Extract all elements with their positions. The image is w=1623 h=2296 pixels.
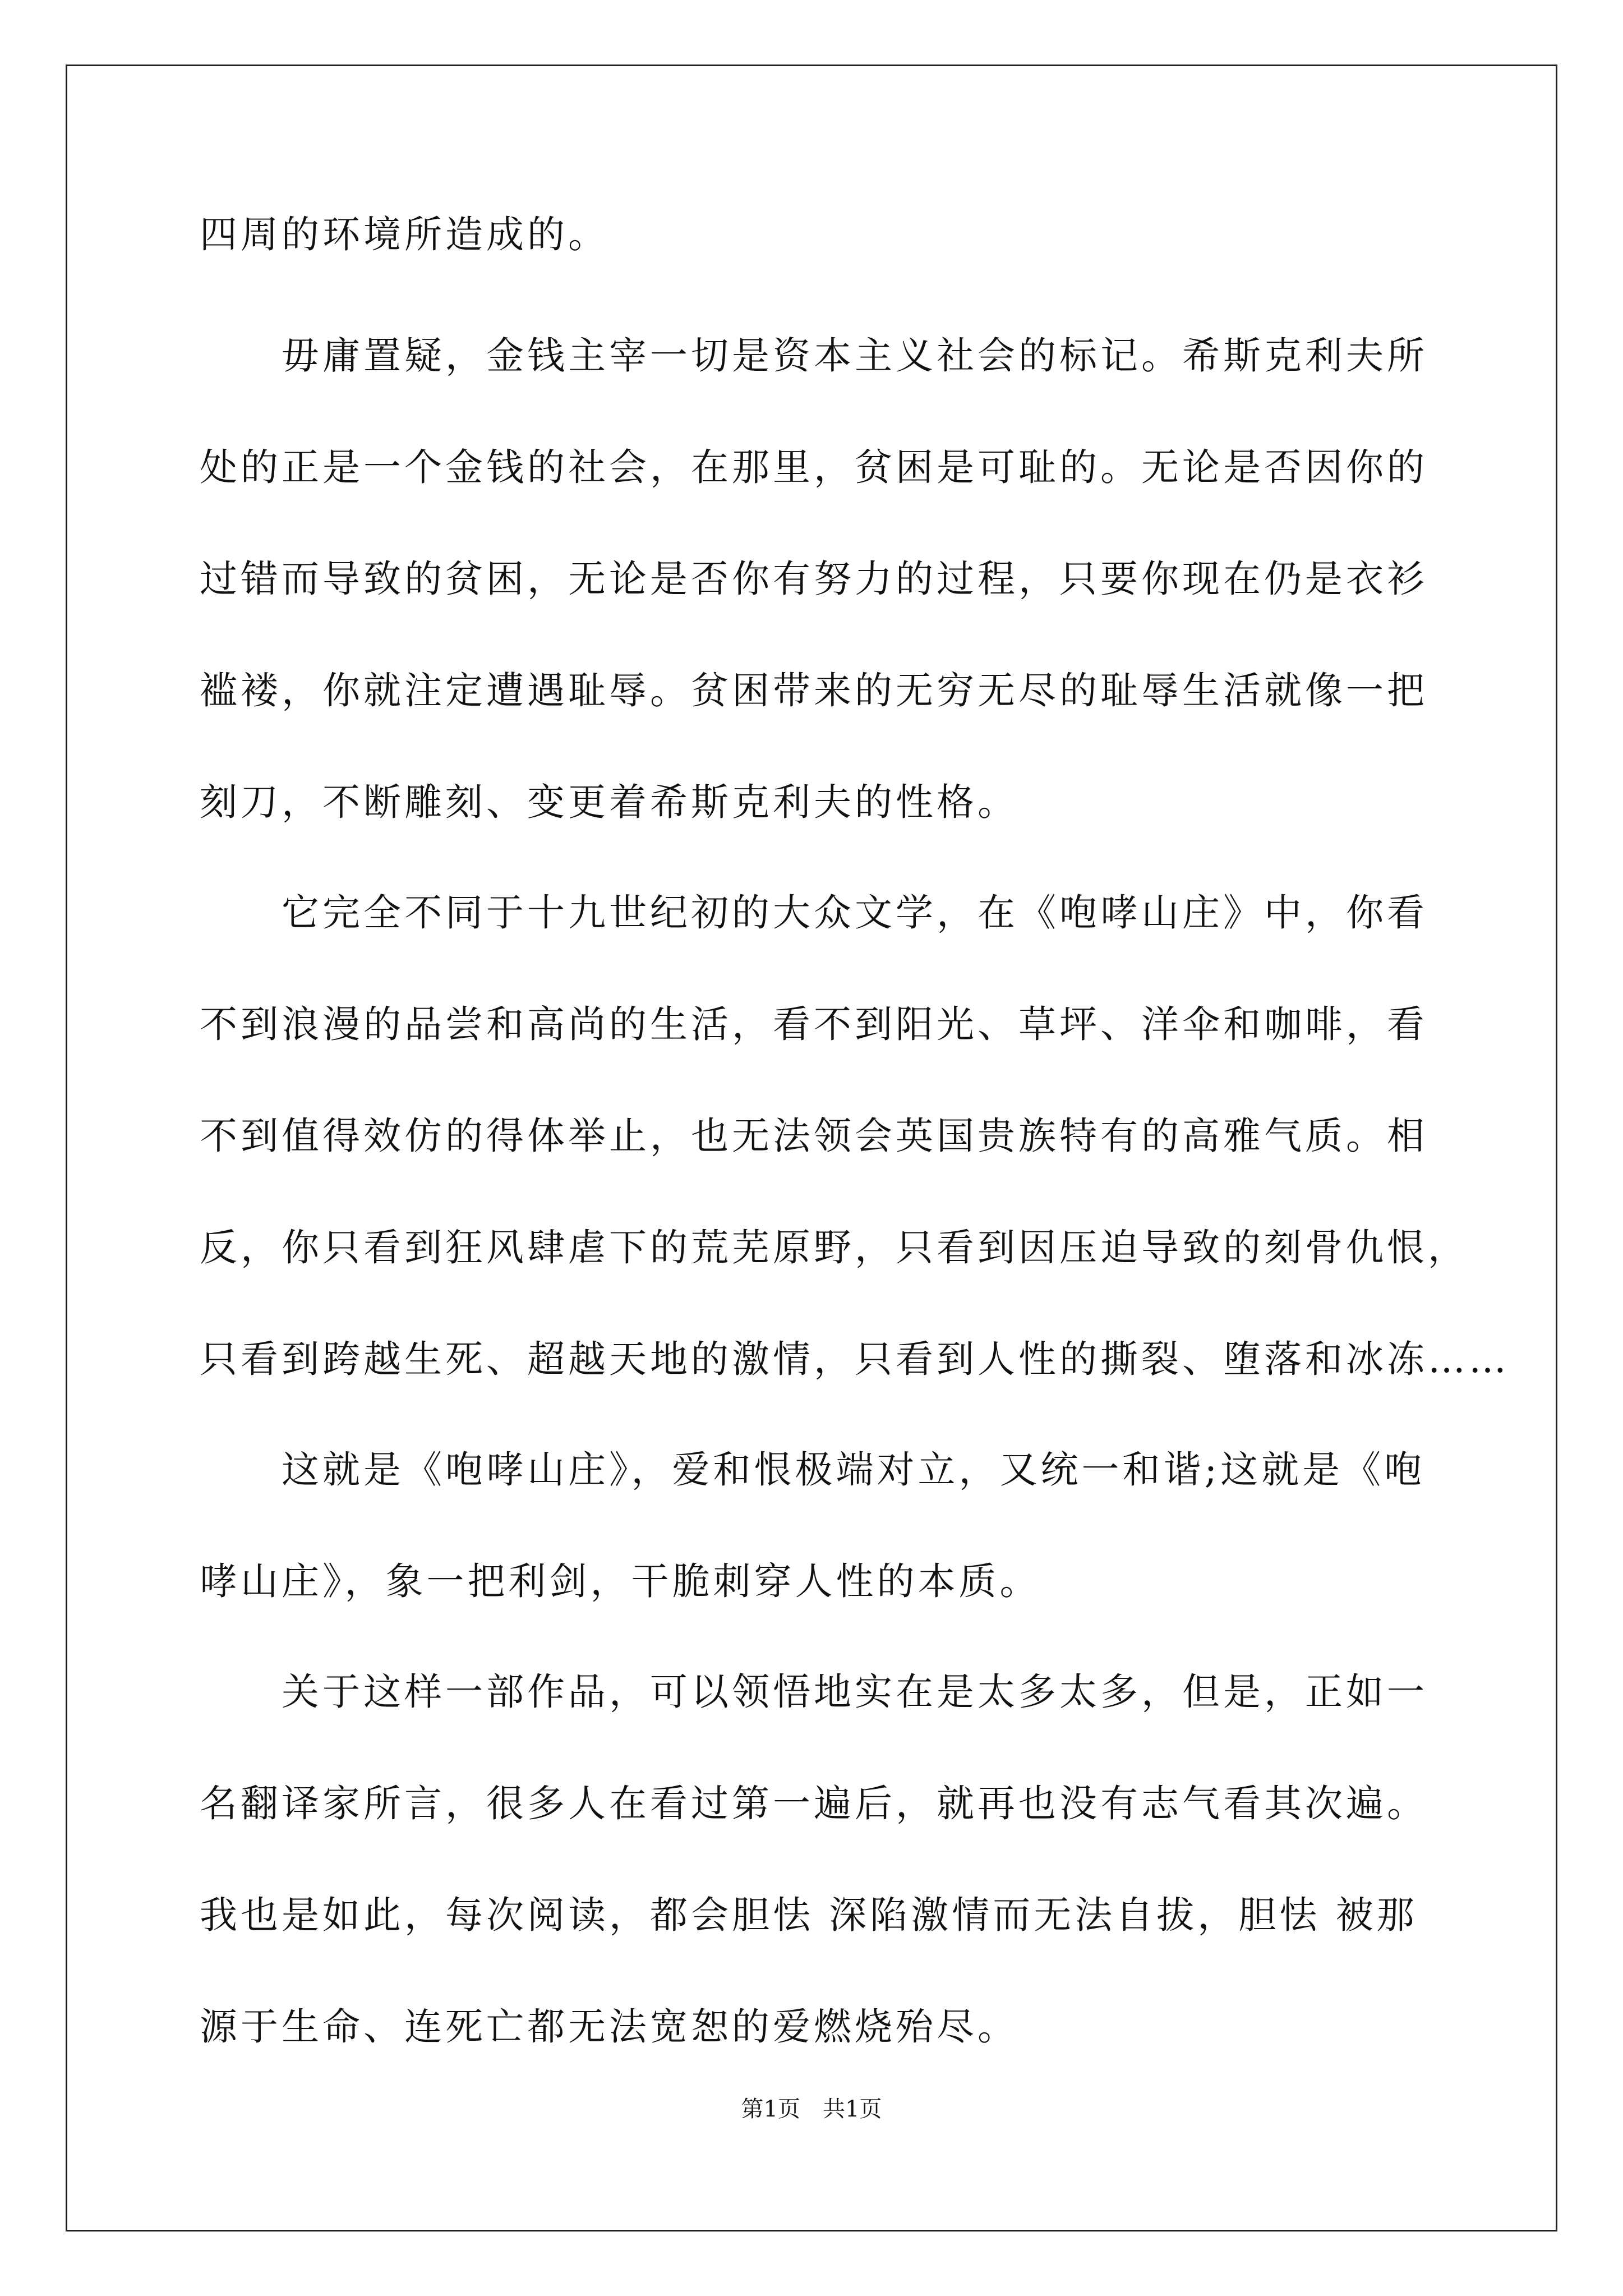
text-line: 关于这样一部作品，可以领悟地实在是太多太多，但是，正如一 [200, 1670, 1428, 1714]
text-line: 过错而导致的贫困，无论是否你有努力的过程，只要你现在仍是衣衫 [200, 557, 1428, 601]
text-line: 哮山庄》，象一把利剑，干脆刺穿人性的本质。 [200, 1559, 1041, 1603]
text-line: 刻刀，不断雕刻、变更着希斯克利夫的性格。 [200, 780, 1018, 824]
text-line: 反，你只看到狂风肆虐下的荒芜原野，只看到因压迫导致的刻骨仇恨， [200, 1226, 1469, 1269]
text-line: 源于生命、连死亡都无法宽恕的爱燃烧殆尽。 [200, 2005, 1018, 2049]
text-line: 名翻译家所言，很多人在看过第一遍后，就再也没有志气看其次遍。 [200, 1782, 1428, 1825]
text-line: 不到值得效仿的得体举止，也无法领会英国贵族特有的高雅气质。相 [200, 1114, 1428, 1158]
text-line: 四周的环境所造成的。 [200, 213, 609, 256]
text-line: 这就是《咆哮山庄》，爱和恨极端对立，又统一和谐;这就是《咆 [200, 1448, 1426, 1492]
text-line: 褴褛，你就注定遭遇耻辱。贫困带来的无穷无尽的耻辱生活就像一把 [200, 669, 1428, 712]
text-line: 它完全不同于十九世纪初的大众文学，在《咆哮山庄》中，你看 [200, 891, 1428, 935]
text-line: 毋庸置疑，金钱主宰一切是资本主义社会的标记。希斯克利夫所 [200, 334, 1428, 378]
page-footer: 第1页 共1页 [741, 2096, 882, 2122]
text-line: 处的正是一个金钱的社会，在那里，贫困是可耻的。无论是否因你的 [200, 445, 1428, 489]
text-line: 只看到跨越生死、超越天地的激情，只看到人性的撕裂、堕落和冰冻…… [200, 1337, 1510, 1381]
text-line: 我也是如此，每次阅读，都会胆怯 深陷激情而无法自拔，胆怯 被那 [200, 1893, 1418, 1937]
text-line: 不到浪漫的品尝和高尚的生活，看不到阳光、草坪、洋伞和咖啡，看 [200, 1002, 1428, 1046]
